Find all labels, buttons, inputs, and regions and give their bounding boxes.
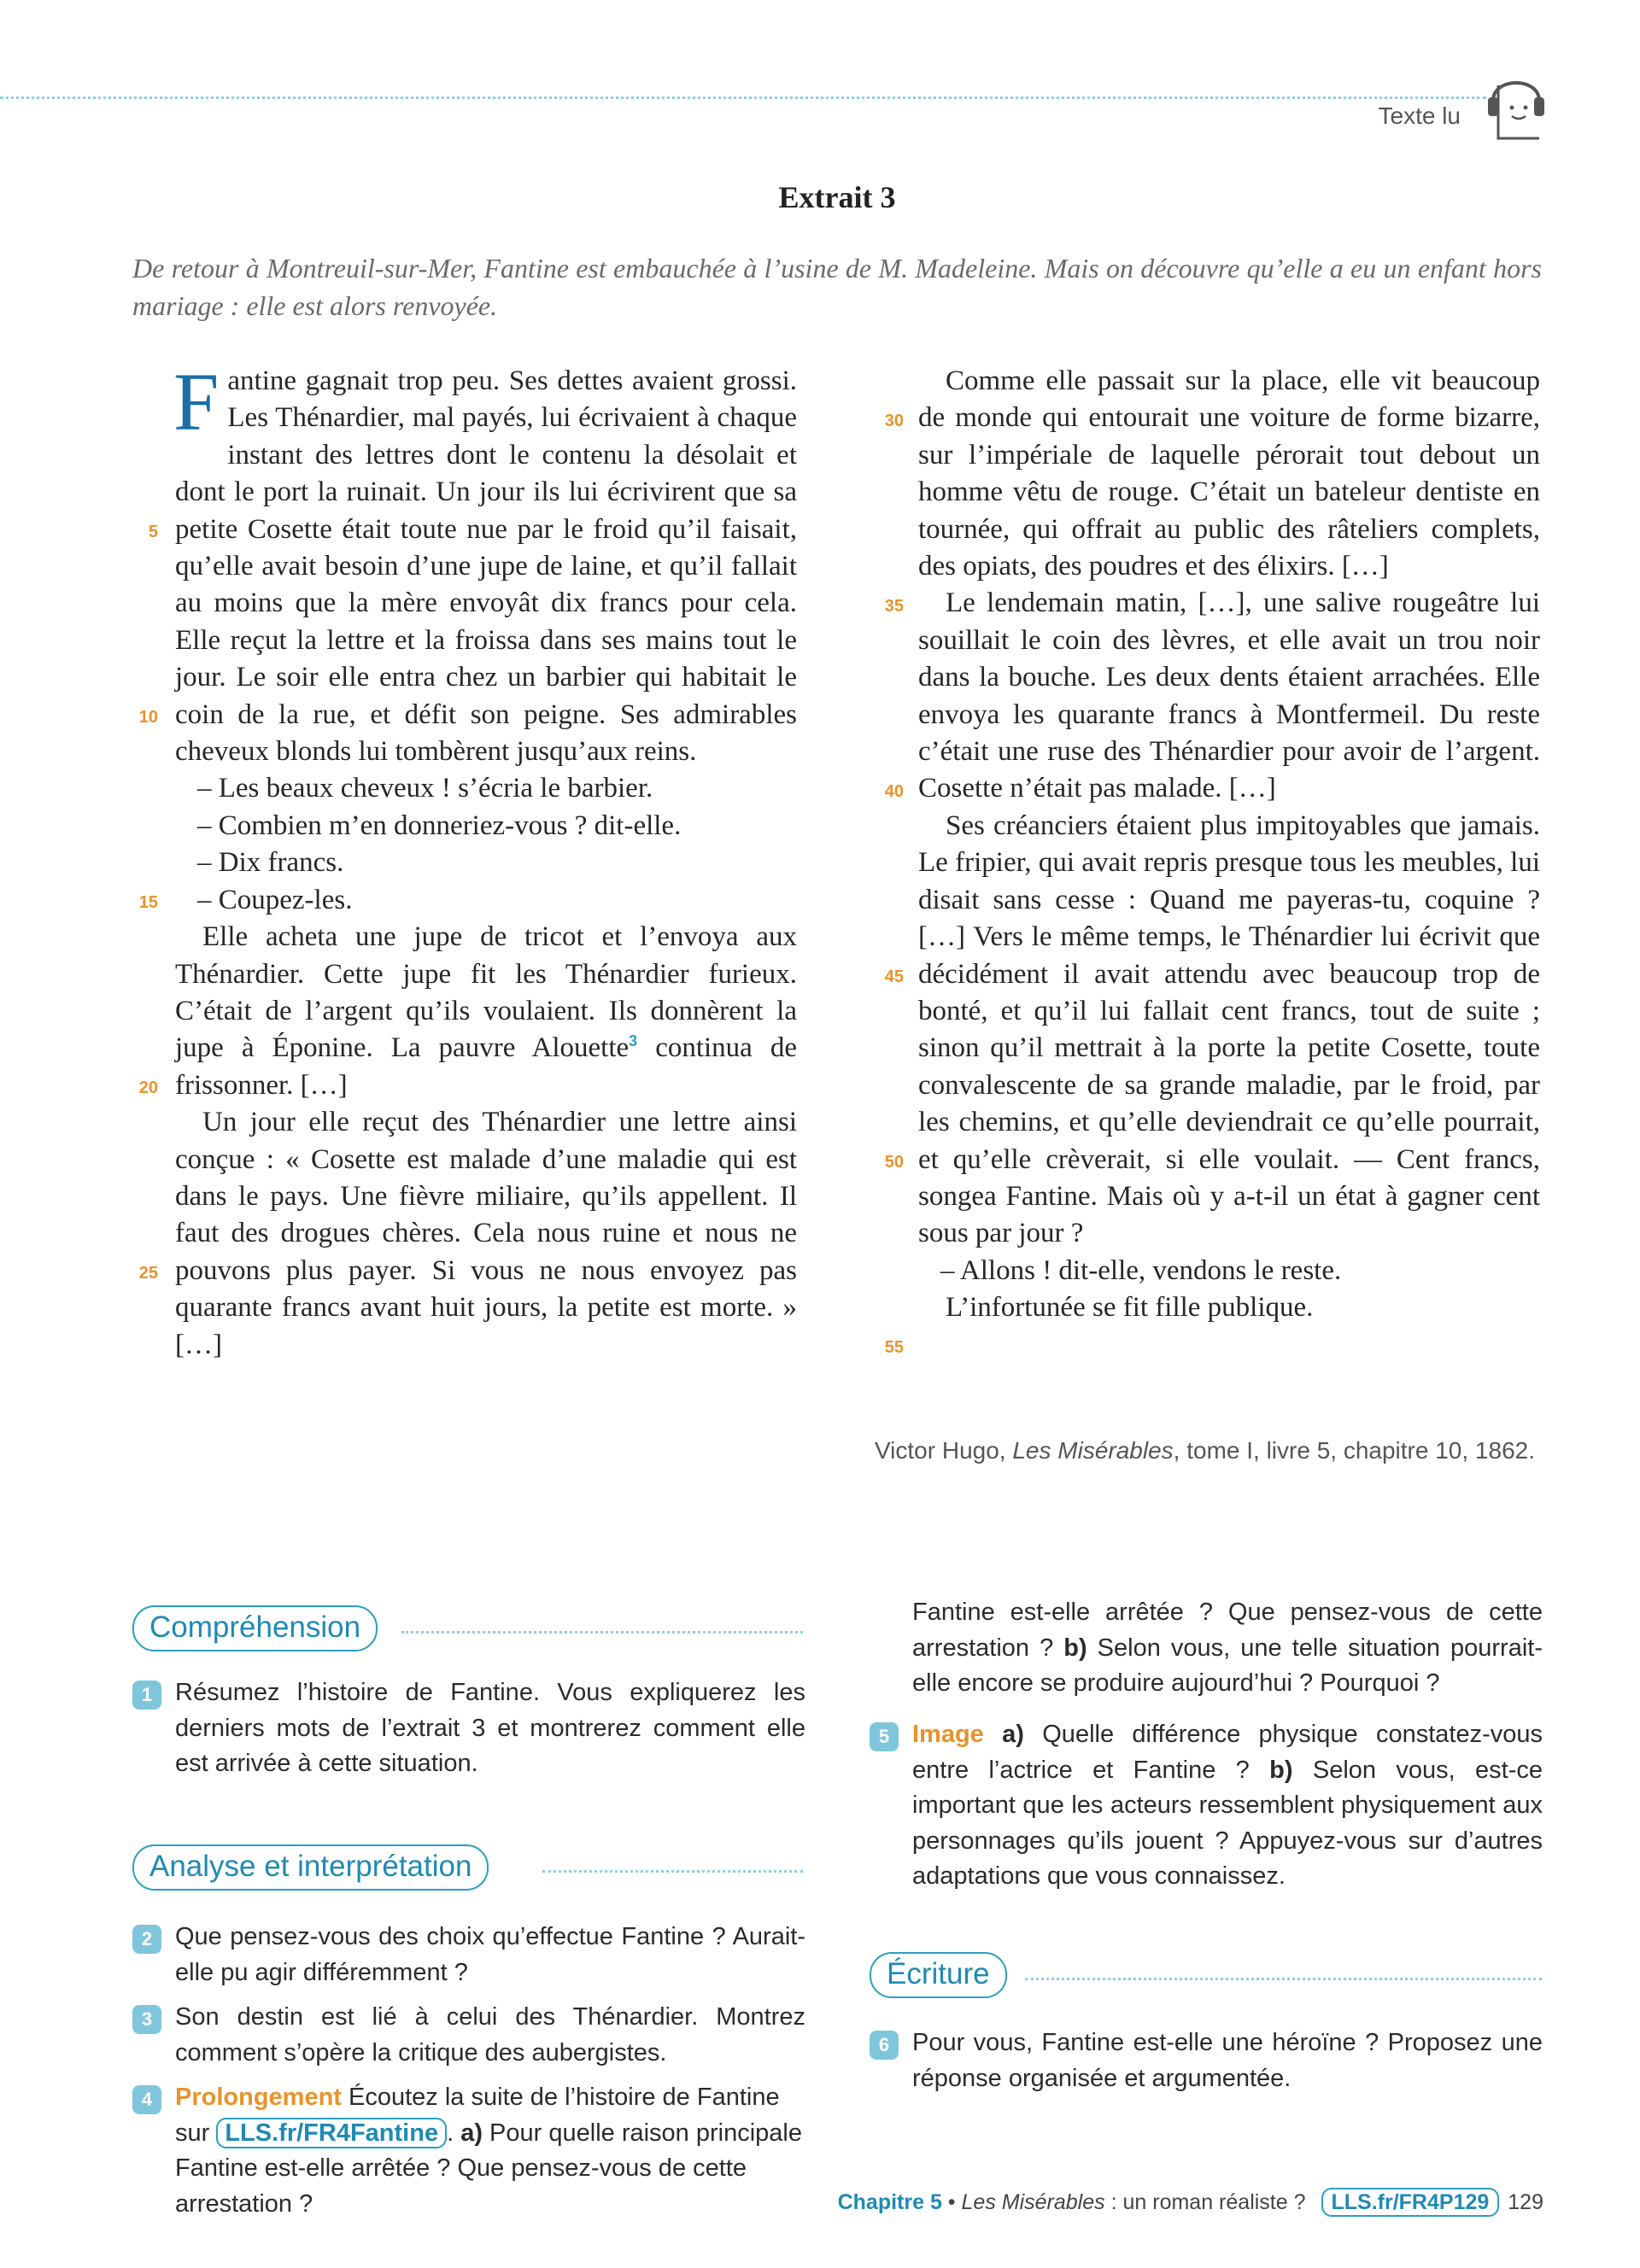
- extract-intro: De retour à Montreuil-sur-Mer, Fantine est embauchée à l’usine de M. Madeleine. Mais on découvre qu’elle a eu un enfant hors mariage : elle est alors renvoyée.: [132, 253, 1542, 321]
- question-text: Selon vous, une telle situation pourrait-elle encore se produire aujourd’hui ? Pourquoi ?: [912, 1634, 1543, 1697]
- headphones-icon: [1483, 67, 1549, 143]
- page-link[interactable]: LLS.fr/FR4P129: [1321, 2188, 1500, 2217]
- question-number: 4: [132, 2085, 161, 2114]
- part-a-label: a): [983, 1721, 1024, 1748]
- question-text: .: [447, 2119, 461, 2147]
- section-dotted-rule: [401, 1631, 803, 1634]
- part-b-label: b): [1063, 1634, 1087, 1662]
- paragraph: Ses créanciers étaient plus impitoyables que jamais. Le fripier, qui avait repris presque tous les meubles, lui disait sans cesse : Quand me payeras-tu, coquine ? […] Vers le même temps, le Thénardier lui écrivit que décidément il avait attendu avec beaucoup trop de bonté, et qu’il lui fallait cent francs, tout de suite ; sinon qu’il mettrait à la porte la petite Cosette, toute convalescente de sa grande maladie, par le froid, par les chemins, et qu’elle deviendrait ce qu’elle pourrait, et qu’elle crèverait, si elle voulait. — Cent francs, songea Fantine. Mais où y a-t-il un état à gagner cent sous par jour ?: [918, 810, 1540, 1249]
- paragraph-text: continua de frissonner. […]: [175, 1032, 797, 1101]
- question-2: Que pensez-vous des choix qu’effectue Fantine ? Aurait-elle pu agir différemment ?: [175, 1923, 805, 1986]
- section-heading-ecriture: Écriture: [870, 1952, 1007, 1998]
- question-number: 2: [132, 1925, 161, 1954]
- question-text: Écoutez la suite de l’histoire de Fantine sur: [175, 2084, 780, 2147]
- paragraph: Le lendemain matin, […], une salive rougeâtre lui souillait le coin des lèvres, et elle avait un trou noir dans la bouche. Les deux dents étaient arrachées. Elle envoya les quarante francs à Montfermeil. Du reste c’était une ruse des Thénardier pour avoir de l’argent. Cosette n’était pas malade. […]: [918, 587, 1540, 804]
- chapter-label: Chapitre 5: [837, 2190, 942, 2214]
- page-number: 129: [1508, 2190, 1543, 2214]
- question-number: 1: [132, 1681, 161, 1710]
- paragraph: Comme elle passait sur la place, elle vit beaucoup de monde qui entourait une voiture de forme bizarre, sur l’impériale de laquelle pérorait tout debout un homme vêtu de rouge. C’était un bateleur dentiste en tournée, qui offrait au public des râteliers complets, des opiats, des poudres et des élixirs. […]: [918, 365, 1540, 582]
- question-number: 5: [870, 1722, 899, 1751]
- text-column-left: [173, 356, 797, 1364]
- image-tag: Image: [912, 1721, 984, 1748]
- dialogue-line: – Allons ! dit-elle, vendons le reste.: [940, 1254, 1342, 1286]
- part-b-label: b): [1269, 1756, 1293, 1784]
- paragraph: L’infortunée se fit fille publique.: [946, 1292, 1314, 1324]
- question-4-continued: Fantine est-elle arrêtée ? Que pensez-vous de cette arrestation ? b) Selon vous, une telle situation pourrait-elle encore se produire aujourd’hui ? Pourquoi ?: [912, 1599, 1543, 1697]
- part-a-label: a): [460, 2119, 483, 2147]
- dialogue-line: – Dix francs.: [197, 847, 344, 879]
- question-text: Selon vous, est-ce important que les acteurs ressemblent physiquement aux personnages qu’ils jouent ? Appuyez-vous sur d’autres adaptations que vous connaissez.: [912, 1756, 1543, 1890]
- section-heading-comprehension: Compréhension: [132, 1605, 378, 1651]
- question-3: Son destin est lié à celui des Thénardier. Montrez comment s’opère la critique des aubergistes.: [175, 2003, 805, 2066]
- header-label: Texte lu: [1378, 102, 1461, 129]
- line-number: 35: [884, 597, 904, 616]
- line-number: 5: [148, 523, 158, 541]
- question-text: Pour quelle raison principale Fantine est-elle arrêtée ? Que pensez-vous de cette arrestation ?: [175, 2119, 802, 2218]
- extract-title: Extrait 3: [778, 180, 896, 214]
- citation-author: Victor Hugo,: [875, 1437, 1013, 1464]
- drop-cap: F: [173, 356, 220, 447]
- line-number: 45: [884, 967, 904, 986]
- paragraph: Un jour elle reçut des Thénardier une lettre ainsi conçue : « Cosette est malade d’une maladie qui est dans le pays. Une fièvre miliaire, qu’ils appellent. Il faut des drogues chères. Cela nous ruine et nous ne pouvons plus payer. Si vous ne nous envoyez pas quarante francs avant huit jours, la petite est morte. » […]: [175, 1107, 797, 1360]
- section-heading-analyse: Analyse et interprétation: [132, 1844, 489, 1891]
- line-number: 20: [138, 1078, 158, 1097]
- question-4: [175, 2080, 805, 2222]
- line-number: 15: [138, 893, 158, 912]
- question-1: Résumez l’histoire de Fantine. Vous expliquerez les derniers mots de l’extrait 3 et montrerez comment elle est arrivée à cette situation.: [175, 1679, 805, 1777]
- citation-details: , tome I, livre 5, chapitre 10, 1862.: [1173, 1437, 1535, 1464]
- line-number: 50: [884, 1153, 904, 1172]
- line-number: 40: [884, 782, 904, 801]
- line-number: 10: [138, 708, 158, 727]
- chapter-title: Les Misérables: [961, 2190, 1105, 2214]
- paragraph-text: Elle acheta une jupe de tricot et l’envoya aux Thénardier. Cette jupe fit les Thénardier furieux. C’était de l’argent qu’ils voulaient. Ils donnèrent la jupe à Éponine. La pauvre Alouette: [175, 921, 797, 1064]
- question-number: 3: [132, 2005, 161, 2034]
- citation-work: Les Misérables: [1012, 1437, 1174, 1464]
- header-dotted-rule: [0, 96, 1486, 99]
- footer-separator: •: [941, 2190, 962, 2214]
- dialogue-line: – Les beaux cheveux ! s’écria le barbier.: [197, 773, 653, 804]
- chapter-subtitle: : un roman réaliste ?: [1104, 2190, 1306, 2214]
- question-text: Quelle différence physique constatez-vous entre l’actrice et Fantine ?: [912, 1721, 1543, 1784]
- source-citation: [875, 1437, 1535, 1464]
- page-footer: [838, 2190, 1543, 2215]
- paragraph-text: antine gagnait trop peu. Ses dettes avaient grossi. Les Thénardier, mal payés, lui écrivaient à chaque instant des lettres dont le contenu la désolait et dont le port la ruinait. Un jour ils lui écrivirent que sa petite Cosette était toute nue par le froid qu’il faisait, qu’elle avait besoin d’une jupe de laine, et qu’il fallait au moins que la mère envoyât dix francs pour cela. Elle reçut la lettre et la froissa dans ses mains tout le jour. Le soir elle entra chez un barbier qui habitait le coin de la rue, et défit son peigne. Ses admirables cheveux blonds lui tombèrent jusqu’aux reins.: [175, 365, 797, 768]
- question-5: [912, 1717, 1543, 1895]
- text-column-right: [918, 363, 1540, 1327]
- line-number: 30: [884, 412, 904, 430]
- section-dotted-rule: [1025, 1978, 1542, 1980]
- question-6: Pour vous, Fantine est-elle une héroïne ? Proposez une réponse organisée et argumentée.: [912, 2029, 1543, 2092]
- dialogue-line: – Combien m’en donneriez-vous ? dit-elle.: [197, 810, 682, 841]
- footnote-marker[interactable]: 3: [629, 1032, 638, 1050]
- prolongement-tag: Prolongement: [175, 2084, 342, 2111]
- line-number: 25: [138, 1264, 158, 1283]
- paragraph: [175, 919, 797, 1104]
- fantine-audio-link[interactable]: LLS.fr/FR4Fantine: [216, 2118, 447, 2148]
- dialogue-line: – Coupez-les.: [197, 884, 353, 915]
- paragraph: [173, 356, 797, 770]
- question-number: 6: [870, 2031, 899, 2060]
- line-number: 55: [884, 1338, 904, 1357]
- section-dotted-rule: [542, 1870, 803, 1873]
